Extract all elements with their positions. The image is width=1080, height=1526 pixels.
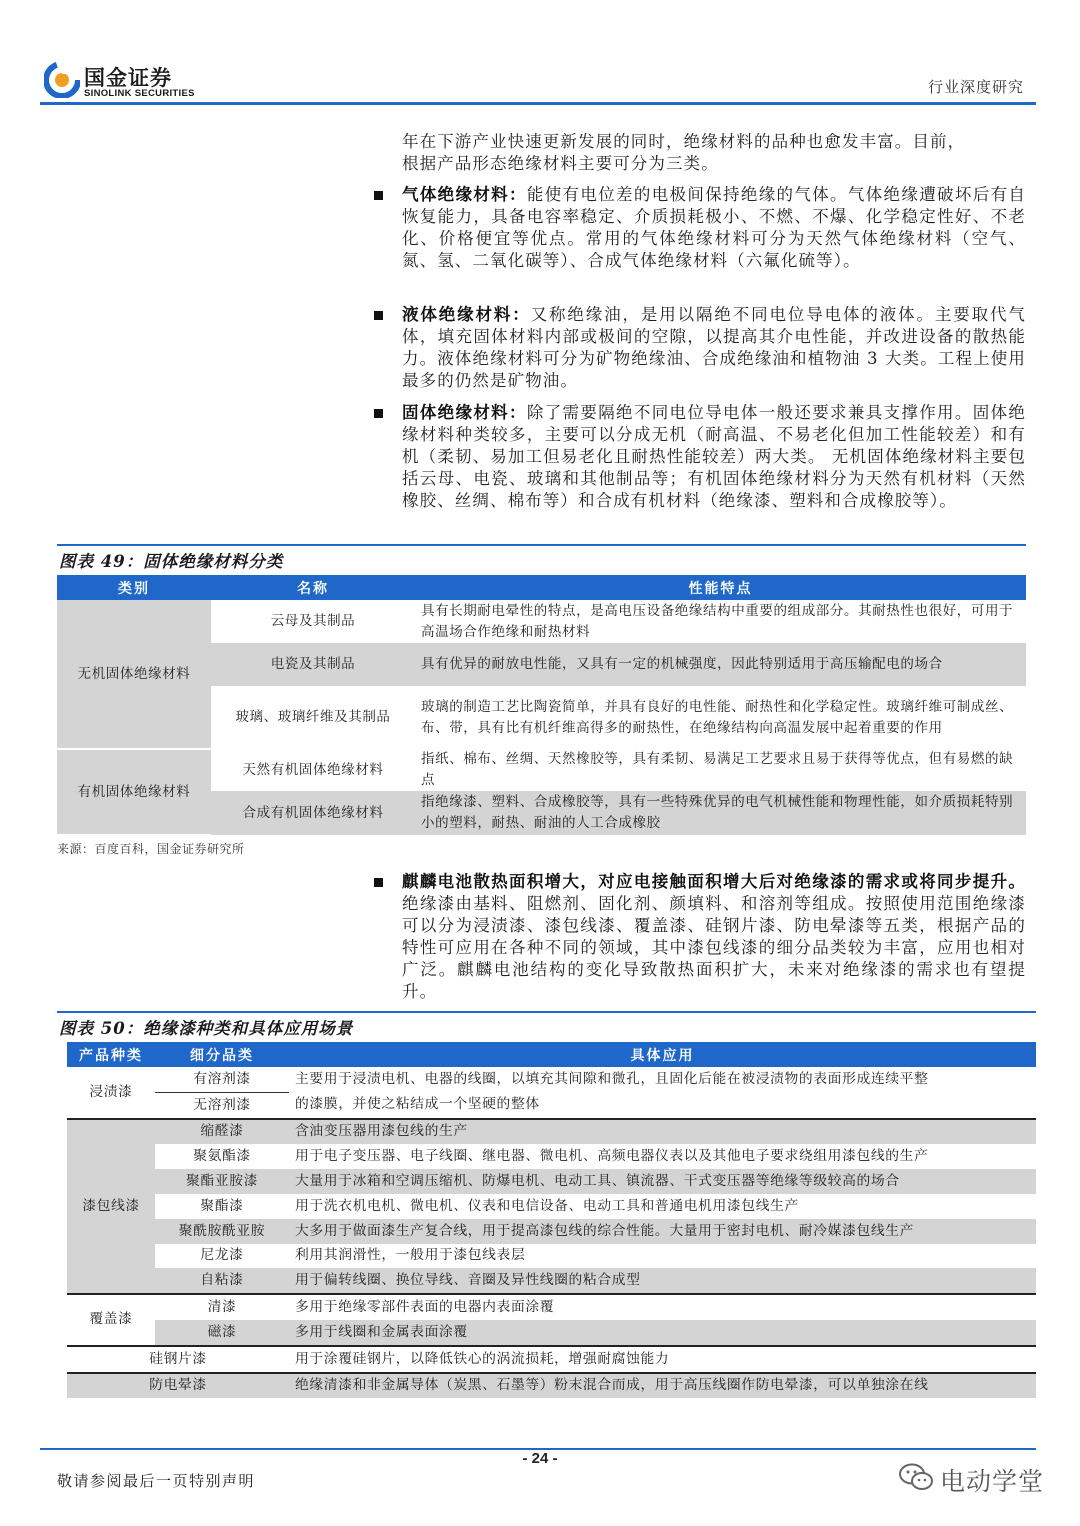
application: 利用其润滑性，一般用于漆包线表层 [295,1247,526,1264]
material-desc: 指绝缘漆、塑料、合成橡胶等，具有一些特殊优异的电气机械性能和物理性能，如介质损耗特别小的塑料，耐热、耐油的人工合成橡胶 [415,791,1026,835]
logo-chinese: 国金证券 [84,66,172,90]
material-desc: 具有优异的耐放电性能，又具有一定的机械强度，因此特别适用于高压输配电的场合 [415,643,1026,686]
figure49-table [57,575,1026,836]
material-desc: 指纸、棉布、丝绸、天然橡胶等，具有柔韧、易满足工艺要求且易于获得等优点，但有易燃的缺点 [415,749,1026,791]
page-number: - 24 - [522,1450,558,1467]
bullet-solid-text: 除了需要隔绝不同电位导电体一般还要求兼具支撑作用。固体绝缘材料种类较多，主要可以分成无机（耐高温、不易老化但加工性能较差）和有机（柔韧、易加工但易老化且耐热性能较差）两大类。 无机固体绝缘材料主要包括云母、电瓷、玻璃和其他制品等；有机固体绝缘材料分为天然有机材料（天然橡胶、丝绸、棉布等）和合成有机材料（绝缘漆、塑料和合成橡胶等）。 [402,403,1026,510]
table-row [67,1244,1036,1269]
application: 用于电子变压器、电子线圈、继电器、微电机、高频电器仪表以及其他电子要求绕组用漆包线的生产 [295,1148,929,1165]
material-name: 云母及其制品 [211,600,415,643]
application: 的漆膜，并使之粘结成一个坚硬的整体 [289,1092,1036,1118]
bullet-solid-title: 固体绝缘材料： [402,403,527,422]
wechat-icon [898,1462,934,1492]
table-row [67,1169,1036,1194]
application: 用于涂覆硅钢片，以降低铁心的涡流损耗，增强耐腐蚀能力 [289,1346,1036,1373]
bullet-icon [374,191,383,200]
table-row [67,1144,1036,1169]
table-row [67,1320,1036,1346]
table-row [67,1268,1036,1294]
application: 大量用于冰箱和空调压缩机、防爆电机、电动工具、镇流器、干式变压器等绝缘等级较高的场合 [289,1169,1036,1194]
bullet-icon [374,878,383,887]
table-row [67,1194,1036,1219]
watermark-text: 电动学堂 [940,1467,1045,1496]
subtype: 有溶剂漆 [155,1067,289,1092]
bullet-insulating-paint-text: 绝缘漆由基料、阻燃剂、固化剂、颜填料、和溶剂等组成。按照使用范围绝缘漆可以分为浸渍漆、漆包线漆、覆盖漆、硅钢片漆、防电晕漆等五类，根据产品的特性可应用在各种不同的领域，其中漆包线漆的细分品类较为丰富，应用也相对广泛。麒麟电池结构的变化导致散热面积扩大，未来对绝缘漆的需求也有望提升。 [402,894,1026,1001]
application: 用于洗衣机电机、微电机、仪表和电信设备、电动工具和普通电机用漆包线生产 [295,1197,799,1214]
table-row [67,1373,1036,1399]
bullet-liquid [402,304,1026,392]
col-header-subtype: 细分品类 [155,1042,289,1067]
bullet-solid [402,402,1026,534]
application: 含油变压器用漆包线的生产 [289,1119,1036,1145]
bullet-icon [374,311,383,320]
table-row [67,1346,1036,1373]
subtype: 磁漆 [155,1320,289,1346]
logo-icon [44,62,80,98]
bullet-icon [374,409,383,418]
bullet-liquid-text: 又称绝缘油，是用以隔绝不同电位导电体的液体。主要取代气体，填充固体材料内部或极间的空隙，以提高其介电性能，并改进设备的散热能力。液体绝缘材料可分为矿物绝缘油、合成绝缘油和植物油 3 大类。工程上使用最多的仍然是矿物油。 [402,305,1027,390]
col-header-application: 具体应用 [289,1042,1036,1067]
figure50-table [67,1042,1036,1398]
col-header-features: 性能特点 [415,575,1026,600]
application: 用于偏转线圈、换位导线、音圈及异性线圈的粘合成型 [289,1268,1036,1294]
table-row [57,600,1026,643]
logo-english: SINOLINK SECURITIES [84,88,195,99]
application: 多用于线圈和金属表面涂覆 [289,1320,1036,1346]
category-organic: 有机固体绝缘材料 [57,749,211,835]
type-cover: 覆盖漆 [67,1294,155,1346]
bullet-gas-title: 气体绝缘材料： [402,185,527,204]
figure49-source: 来源：百度百科，国金证券研究所 [57,842,245,856]
subtype: 清漆 [207,1299,237,1316]
type-anti-corona: 防电晕漆 [67,1373,289,1399]
application: 多用于绝缘零部件表面的电器内表面涂覆 [295,1299,555,1316]
bullet-insulating-paint [402,871,1026,1003]
col-header-type: 产品种类 [67,1042,155,1067]
figure50-top-line [57,1011,1036,1013]
material-name: 合成有机固体绝缘材料 [211,791,415,835]
table-row [67,1294,1036,1320]
figure49-title: 图表 49：固体绝缘材料分类 [59,552,284,571]
bullet-liquid-title: 液体绝缘材料： [402,305,531,324]
subtype: 聚酰胺酰亚胺 [155,1219,289,1244]
bullet-insulating-paint-title: 麒麟电池散热面积增大，对应电接触面积增大后对绝缘漆的需求或将同步提升。 [402,872,1026,891]
table-header-row [67,1042,1036,1067]
subtype: 无溶剂漆 [155,1092,289,1118]
table-row [67,1067,1036,1092]
subtype: 缩醛漆 [155,1119,289,1145]
table-row [67,1219,1036,1244]
report-type: 行业深度研究 [927,78,1024,96]
material-name: 天然有机固体绝缘材料 [211,749,415,791]
intro-paragraph [402,131,1026,175]
type-silicon-steel: 硅钢片漆 [67,1346,289,1373]
subtype: 自粘漆 [155,1268,289,1294]
material-desc: 具有长期耐电晕性的特点，是高电压设备绝缘结构中重要的组成部分。其耐热性也很好，可用于高温场合作绝缘和耐热材料 [415,600,1026,643]
material-desc: 玻璃的制造工艺比陶瓷简单，并具有良好的电性能、耐热性和化学稳定性。玻璃纤维可制成丝、布、带，具有比有机纤维高得多的耐热性，在绝缘结构向高温发展中起着重要的作用 [415,686,1026,749]
table-row [67,1119,1036,1145]
application: 绝缘清漆和非金属导体（炭黑、石墨等）粉末混合而成，用于高压线圈作防电晕漆，可以单独涂在线 [289,1373,1036,1399]
table-row [57,749,1026,791]
figure49-top-line [57,544,1026,546]
bullet-gas-text: 能使有电位差的电极间保持绝缘的气体。气体绝缘遭破坏后有自恢复能力，具备电容率稳定、介质损耗极小、不燃、不爆、化学稳定性好、不老化、价格便宜等优点。常用的气体绝缘材料可分为天然气体绝缘材料（空气、氮、氢、二氧化碳等）、合成气体绝缘材料（六氟化硫等）。 [402,185,1026,270]
intro-line-1: 年在下游产业快速更新发展的同时，绝缘材料的品种也愈发丰富。目前， [402,132,966,151]
material-name: 玻璃、玻璃纤维及其制品 [211,686,415,749]
table-row [67,1092,1036,1118]
type-enamel: 漆包线漆 [67,1119,155,1295]
type-dip: 浸渍漆 [67,1067,155,1119]
subtype: 尼龙漆 [200,1247,244,1264]
application: 主要用于浸渍电机、电器的线圈，以填充其间隙和微孔，且固化后能在被浸渍物的表面形成连续平整 [295,1071,929,1088]
subtype: 聚氨酯漆 [193,1148,251,1165]
category-inorganic: 无机固体绝缘材料 [57,600,211,749]
header-divider [40,102,1036,105]
intro-line-2: 根据产品形态绝缘材料主要可分为三类。 [402,154,719,173]
subtype: 聚酯亚胺漆 [155,1169,289,1194]
figure50-title: 图表 50：绝缘漆种类和具体应用场景 [59,1019,354,1038]
bullet-gas [402,184,1026,294]
subtype: 聚酯漆 [200,1197,244,1214]
col-header-name: 名称 [211,575,415,600]
col-header-category: 类别 [57,575,211,600]
application: 大多用于做面漆生产复合线，用于提高漆包线的综合性能。大量用于密封电机、耐冷媒漆包线生产 [289,1219,1036,1244]
table-header-row [57,575,1026,600]
material-name: 电瓷及其制品 [211,643,415,686]
footer-disclaimer: 敬请参阅最后一页特别声明 [57,1472,256,1490]
